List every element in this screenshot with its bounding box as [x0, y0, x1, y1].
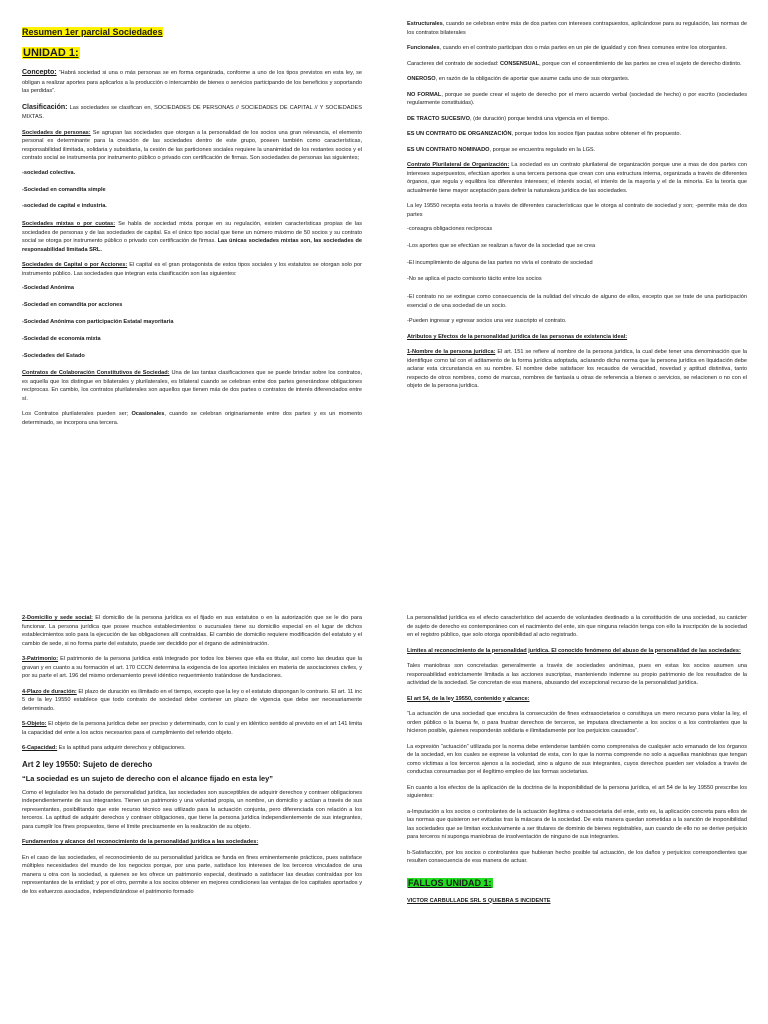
- mixtas-label: Sociedades mixtas o por cuotas:: [22, 221, 116, 228]
- nombre-text: El art. 151 se refiere al nombre de la persona jurídica, la cual debe tener una denominación que la identifique como tal con el aditamento de la forma jurídica adoptada, aclarando dicha norma que la persona jurídica en liquidación debe aclarar esta circunstancia en su nombre. El nombre debe satisfacer los recaudos de veracidad, novedad y aptitud distintiva, tanto respecto de otros nombres, como de marcas, nombres de fantasía u otras de referencia a bienes o servicios, se relacionen o no con el objeto de la persona jurídica.: [407, 349, 747, 390]
- paragraph-plurilaterales: [22, 410, 362, 427]
- paragraph-capital: [22, 261, 362, 278]
- paragraph-domicilio: [22, 614, 362, 648]
- fallos-heading: FALLOS UNIDAD 1:: [408, 877, 492, 888]
- art54-heading: El art 54, de la ley 19550, contenido y alcance:: [407, 695, 530, 702]
- clasificacion-label: Clasificación:: [22, 103, 68, 111]
- paragraph-imputacion: a-Imputación a los socios o controlantes de la actuación ilegítima o extrasocietaria del ente, esto es, la aplicación concreta para ellos de las normas que quisieron ser evitadas tras la máscara de la sociedad. De esta manera quedan sometidas a la sanción de inoponibilidad las sociedades que se limitan exclusivamente a ser titulares de dominio de bienes registrables, aun cuando de ello no se derive perjuicio para terceros ni suponga maniobras de insolventación de ninguno de sus integrantes.: [407, 808, 747, 840]
- list-item: -El incumplimiento de alguna de las partes no vivía el contrato de sociedad: [407, 259, 593, 266]
- capacidad-text: Es la aptitud para adquirir derechos y obligaciones.: [57, 745, 186, 751]
- list-item: -Sociedad Anónima: [22, 285, 75, 292]
- ocasionales-text: , cuando se celebran originariamente entre dos partes y es un momento determinado, se incorpora una tercera.: [22, 411, 362, 426]
- paragraph-tracto: [407, 115, 747, 124]
- nominado-text: , porque se encuentra regulado en la LGS.: [489, 146, 596, 153]
- paragraph-maniobras: Tales maniobras son concretadas generalmente a través de sociedades anónimas, pues en estas los socios asumen una responsabilidad estrictamente limitada a las acciones suscriptas, manteniendo indemne su propio patrimonio de los resultados de la actividad de la sociedad. Se concretan de esa manera, abusando del excepcional recurso de la personalidad jurídica.: [407, 663, 747, 686]
- domicilio-text: El domicilio de la persona jurídica es el fijado en sus estatutos o en la autorización que se le dio para funcionar. La persona jurídica que posee muchos establecimientos o sucursales tiene su domicilio especial en el lugar de dichos establecimientos solo para la ejecución de las obligaciones allí contraídas. El cambio de domicilio requiere modificación del estatuto y el cambio de sede, si no forma parte del estatuto, puede ser decidido por el órgano de administración.: [22, 615, 362, 647]
- consensual-text: , porque con el consentimiento de las partes se crea el sujeto de derecho distinto.: [539, 60, 742, 67]
- column-bottom-right: [407, 614, 747, 1024]
- paragraph-estructurales: [407, 20, 747, 37]
- paragraph-ley: La ley 19550 recepta esta teoría a través de diferentes características que le otorga al contrato de sociedad y son; -permite más de dos partes: [407, 203, 747, 218]
- paragraph-nulidad: -El contrato no se extingue como consecuencia de la nulidad del vínculo de alguno de ellos, excepto que se trate de una participación esencial o de una sociedad de un socio.: [407, 294, 747, 309]
- colaboracion-text: Una de las tantas clasificaciones que se puede brindar sobre los contratos, es aquella que los distingue en bilaterales y plurilaterales, es bilateral cuando se celebran entre dos partes generándose obligaciones recíprocas. En cambio, los contratos plurilaterales son aquellos que tienen más de dos partes o contratos de interés diferenciados entre sí.: [22, 370, 362, 402]
- paragraph-ingresar: -Pueden ingresar y egresar socios una vez suscripto el contrato.: [407, 318, 567, 325]
- concepto-text: “Habrá sociedad si una o más personas se en forma organizada, conforme a uno de los tipos previstos en esta ley, se obligan a realizar aportes para aplicarlos a la producción o intercambio de bienes o servicios participando de los beneficios y soportando las perdidas”.: [22, 70, 362, 95]
- paragraph-nombre: [407, 348, 747, 391]
- paragraph-satisfaccion: b-Satisfacción, por los socios o controlantes que hubieran hecho posible tal actuación, de los daños y perjuicios correspondientes que resulten consecuencia de esa manera de actuar.: [407, 849, 747, 864]
- paragraph-efecto: La personalidad jurídica es el efecto característico del acuerdo de voluntades destinado a la constitución de una sociedad, su carácter de sujeto de derecho es contemporáneo con el nacimiento del ente, sin que ninguna relación tenga con ello la inscripción de la sociedad en el registro público, que solo otorga oponibilidad al acto registrado.: [407, 615, 747, 638]
- paragraph-nominado: [407, 146, 747, 155]
- column-bottom-left: [22, 614, 362, 1024]
- paragraph-actuacion: La expresión “actuación” utilizada por la norma debe entenderse también como comprensiva de cualquier acto emanado de los órganos de la sociedad, en los cuales se exprese la voluntad de esta, con lo que la norma comprende no solo a aquellas maniobras que tengan como víctimas a los terceros ajenos a la sociedad, sino a alguno de sus integrantes, cuyos derechos pueden ser violados a través de conductas consumadas por el ilegítimo empleo de las formas societarias.: [407, 743, 747, 775]
- plurilaterales-text: Los Contratos plurilaterales pueden ser;: [22, 411, 132, 418]
- document-title: Resumen 1er parcial Sociedades: [22, 27, 163, 37]
- paragraph-funcionales: [407, 44, 747, 53]
- paragraph-objeto: [22, 720, 362, 737]
- capital-label: Sociedades de Capital o por Acciones:: [22, 262, 128, 269]
- list-item: -No se aplica el pacto comisorio tácito entre los socios: [407, 276, 542, 283]
- paragraph-oneroso: [407, 75, 747, 84]
- organizacion-label: ES UN CONTRATO DE ORGANIZACIÓN: [407, 131, 512, 137]
- paragraph-mixtas: [22, 220, 362, 254]
- column-top-left: [22, 22, 362, 510]
- oneroso-text: , en razón de la obligación de aportar que asume cada uno de sus otorgantes.: [435, 76, 630, 82]
- paragraph-concepto: [22, 68, 362, 96]
- plurilateral-text: La sociedad es un contrato plurilateral de organización porque une a mas de dos partes con intereses superpuestos, efectúan aportes a una tercera persona que crean con una estructura interna, organizada a través de diferentes órganos, que regula y equilibra los diferentes intereses; el interés social, el interés de la mayoría y el de la minoría. Es la teoría que actualmente tiene mayor aceptación para definir la naturaleza jurídica de las sociedades.: [407, 162, 747, 194]
- paragraph-art54-quote: “La actuación de una sociedad que encubra la consecución de fines extrasocietarios o constituya un mero recurso para violar la ley, el orden público o la buena fe, o para frustrar derechos de terceros, se imputara directamente a los socios o a los controlantes que la hicieron posible, quienes responderán solidaria e ilimitadamente por los perjuicios causados”.: [407, 711, 747, 734]
- paragraph-personas: [22, 129, 362, 163]
- paragraph-legislador: Como el legislador les ha dotado de personalidad jurídica, las sociedades son susceptibles de adquirir derechos y contraer obligaciones independientemente de sus integrantes. Tienen un patrimonio y una voluntad propia, un nombre, un domicilio y actúan a través de sus representantes, posibilitando que este recurso técnico sea utilizado para la actuación conjunta, pero diferenciada con relación a los terceros. La aptitud de adquirir derechos y contraer obligaciones, que tiene la persona jurídica independientemente de sus integrantes, para cumplir los fines propuestos, tiene el límite precisamente en la realización de su objeto.: [22, 789, 362, 830]
- concepto-label: Concepto:: [22, 69, 57, 76]
- mixtas-bold: Las únicas sociedades mixtas son, las sociedades de responsabilidad limitada SRL.: [22, 238, 362, 253]
- list-item: -Sociedad en comandita simple: [22, 186, 106, 193]
- estructurales-label: Estructurales: [407, 21, 443, 27]
- estructurales-text: , cuando se celebran entre más de dos partes con intereses contrapuestos, aplicándose para su regulación, las normas de los contratos bilaterales: [407, 21, 747, 36]
- mixtas-text: Se habla de sociedad mixta porque en su regulación, existen características propias de las sociedades de personas y de las sociedades de capital. Es el único tipo social que tiene un número máximo de 50 socios y su contrato social se otorga por instrumento público o privado con certificación de firmas.: [22, 221, 362, 245]
- list-item: -Sociedades del Estado: [22, 352, 85, 359]
- fallo-item: VICTOR CARBULLADE SRL S QUIEBRA S INCIDENTE: [407, 897, 551, 904]
- noformal-text: , porque se puede crear el sujeto de derecho por el mero acuerdo verbal (sociedad de hecho) o por escrito (sociedades regularmente constituidas).: [407, 91, 747, 106]
- paragraph-efectos: En cuanto a los efectos de la aplicación de la doctrina de la inoponibilidad de la persona jurídica, el art 54 de la ley 19550 prescribe los siguientes:: [407, 784, 747, 799]
- art2-quote: “La sociedad es un sujeto de derecho con el alcance fijado en esta ley”: [22, 773, 273, 783]
- personas-text: Se agrupan las sociedades que otorgan a la personalidad de los socios una gran relevancia, el elemento personal es determinante para la creación de las sociedades dentro de este grupo, poseen también como características, responsabilidad ilimitada, solidaria y subsidiaria, la cesión de las particiones sociales requiere la unanimidad de los restantes socios y el contrato social se instrumenta por instrumento público o privado con certificación de firmas. Son sociedades de personas las siguientes;: [22, 129, 362, 162]
- paragraph-consensual: [407, 60, 747, 69]
- paragraph-noformal: [407, 91, 747, 108]
- plurilateral-label: Contrato Plurilateral de Organización:: [407, 162, 510, 168]
- paragraph-plazo: [22, 688, 362, 714]
- tracto-label: DE TRACTO SUCESIVO: [407, 115, 470, 122]
- personas-label: Sociedades de personas:: [22, 129, 91, 136]
- paragraph-fundamentos: En el caso de las sociedades, el reconocimiento de su personalidad jurídica se funda en fines eminentemente prácticos, pues satisface múltiples necesidades del mundo de los negocios porque, por una parte, satisface los intereses de los terceros vinculados de una manera u otra con la sociedad, a quienes se les ofrece un patrimonio especial, destinado a satisfacer las deudas contraídas por los representantes de la entidad; y por el otro, permite a los socios obtener en mejores condiciones las ventajas de los capitales aportados y de los esfuerzos asociados, independizándose el patrimonio formado: [22, 854, 362, 895]
- oneroso-label: ONEROSO: [407, 76, 436, 82]
- patrimonio-text: El patrimonio de la persona jurídica está integrado por todos los bienes que ella es titular, así como las deudas que la gravan y en cuanto a su formación el art. 170 CCCN determina la exigencia de los aportes iniciales en materia de asociaciones civiles, y por su parte el art. 196 del mismo ordenamiento prevé idéntico requerimiento tratándose de fundaciones.: [22, 656, 362, 679]
- list-item: -Los aportes que se efectúan se realizan a favor de la sociedad que se crea: [407, 242, 596, 249]
- noformal-label: NO FORMAL: [407, 91, 442, 98]
- tracto-text: , (de duración) porque tendrá una vigencia en el tiempo.: [470, 115, 609, 122]
- organizacion-text: , porque todos los socios fijan pautas sobre obtener el fin propuesto.: [511, 131, 682, 137]
- page-gap: [0, 512, 768, 608]
- colaboracion-label: Contratos de Colaboración Constitutivos de Sociedad:: [22, 370, 170, 377]
- objeto-label: 5-Objeto:: [22, 721, 47, 727]
- consensual-label: CONSENSUAL: [499, 60, 540, 67]
- column-top-right: [407, 20, 747, 510]
- plazo-text: El plazo de duración es ilimitado en el tiempo, excepto que la ley o el estatuto dispongan lo contrario. El art. 11 inc 5 de la ley 19550 establece que todo contrato de sociedad debe contener un plazo de vigencia que debe ser necesariamente determinado.: [22, 688, 362, 712]
- paragraph-organizacion: [407, 130, 747, 139]
- list-item: -Sociedad Anónima con participación Estatal mayoritaria: [22, 318, 174, 325]
- clasificacion-text: Las sociedades se clasifican en, SOCIEDADES DE PERSONAS // SOCIEDADES DE CAPITAL // Y SOCIEDADES MIXTAS.: [22, 104, 362, 121]
- list-item: -Sociedad de economía mixta: [22, 335, 101, 342]
- paragraph-capacidad: [22, 744, 362, 753]
- list-item: -sociedad de capital e industria.: [22, 203, 107, 210]
- nominado-label: ES UN CONTRATO NOMINADO: [407, 146, 490, 153]
- ocasionales-label: Ocasionales: [131, 411, 165, 418]
- paragraph-clasificacion: [22, 103, 362, 122]
- nombre-label: 1-Nombre de la persona jurídica:: [407, 349, 496, 356]
- paragraph-plurilateral: [407, 161, 747, 195]
- funcionales-label: Funcionales: [407, 45, 440, 51]
- patrimonio-label: 3-Patrimonio:: [22, 656, 59, 662]
- limites-heading: Limites al reconocimiento de la personalidad jurídica. El conocido fenómeno del abuso de la personalidad de las sociedades:: [407, 647, 741, 654]
- capacidad-label: 6-Capacidad:: [22, 745, 58, 751]
- unit-heading: UNIDAD 1:: [23, 47, 79, 59]
- capital-text: El capital es el gran protagonista de estos tipos sociales y los estatutos se otorgan solo por instrumento público. Las sociedades que integran esta clasificación son las siguientes:: [22, 262, 362, 277]
- atributos-heading: Atributos y Efectos de la personalidad jurídica de las personas de existencia ideal:: [407, 333, 628, 340]
- paragraph-patrimonio: [22, 655, 362, 681]
- plazo-label: 4-Plazo de duración:: [22, 688, 77, 695]
- domicilio-label: 2-Domicilio y sede social:: [22, 615, 93, 621]
- list-item: -consagra obligaciones recíprocas: [407, 226, 493, 232]
- art2-heading: Art 2 ley 19550: Sujeto de derecho: [22, 759, 153, 769]
- list-item: -Sociedad en comandita por acciones: [22, 302, 123, 309]
- objeto-text: El objeto de la persona jurídica debe ser preciso y determinado, con lo cual y en idéntico sentido al previsto en el art 141 limita la capacidad del ente a los actos necesarios para el cumplimiento del referido objeto.: [22, 721, 362, 736]
- fundamentos-heading: Fundamentos y alcance del reconocimiento de la personalidad jurídica a las sociedades:: [22, 839, 259, 845]
- caracteres-text: Caracteres del contrato de sociedad:: [407, 60, 500, 67]
- list-item: -sociedad colectiva.: [22, 169, 76, 176]
- paragraph-colaboracion: [22, 369, 362, 403]
- funcionales-text: , cuando en el contrato participan dos o más partes en un pie de igualdad y con fines comunes entre los otorgantes.: [439, 45, 727, 51]
